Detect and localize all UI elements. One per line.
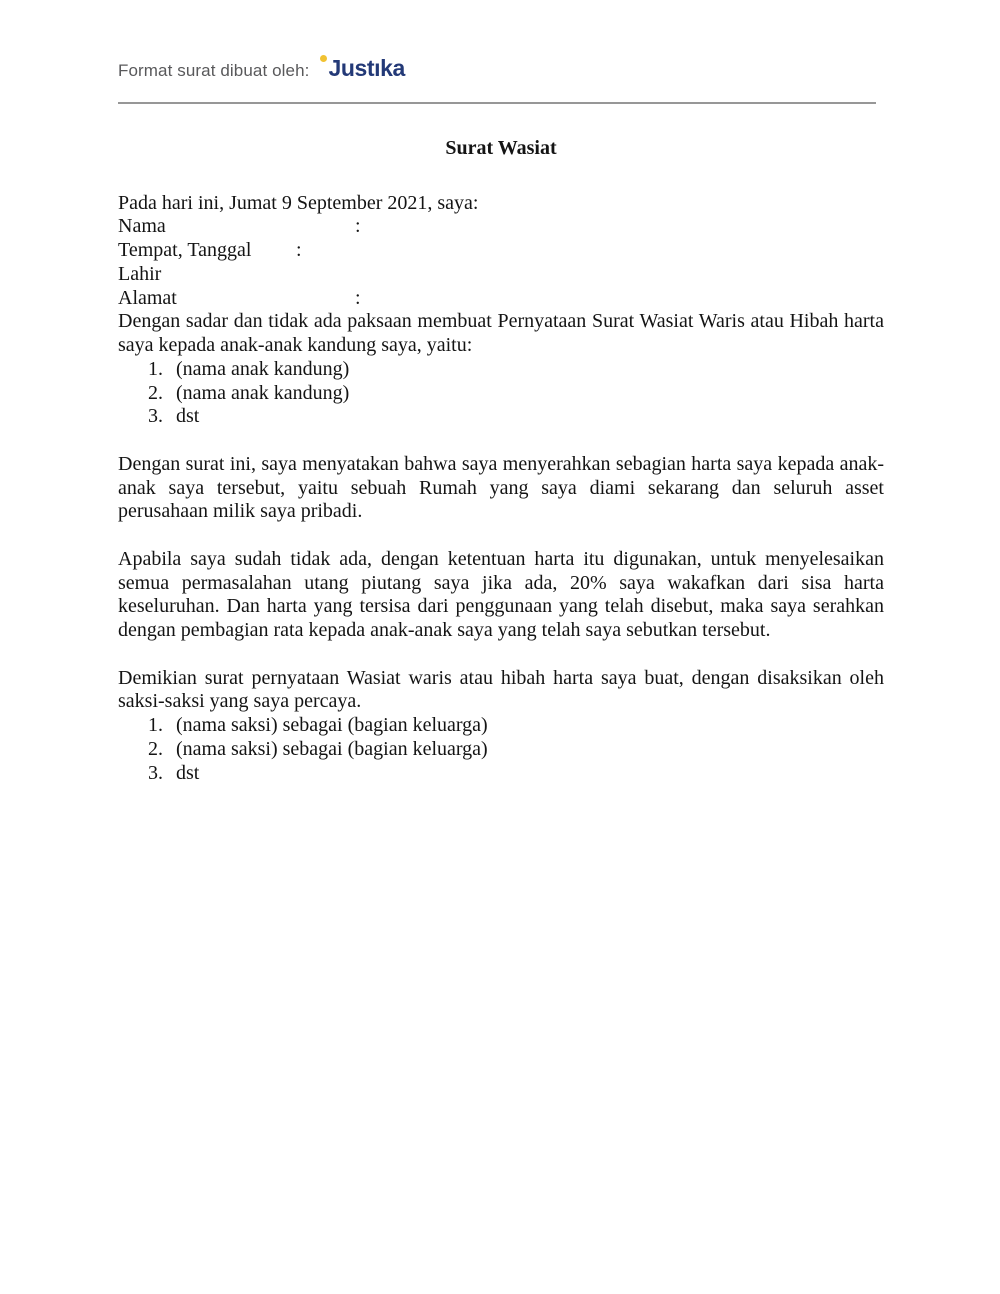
field-colon: : bbox=[355, 286, 361, 309]
list-item bbox=[118, 405, 884, 429]
logo-text: Justıka bbox=[328, 55, 405, 81]
header-divider bbox=[118, 102, 876, 104]
list-item bbox=[118, 382, 884, 406]
field-row-tempat-tanggal-lahir bbox=[118, 239, 884, 287]
list-item bbox=[118, 714, 884, 738]
list-item bbox=[118, 762, 884, 786]
list-number: 2. bbox=[148, 381, 163, 404]
field-label: Nama bbox=[118, 215, 166, 238]
beneficiaries-list bbox=[118, 358, 884, 429]
list-number: 1. bbox=[148, 714, 163, 736]
list-item bbox=[118, 738, 884, 762]
witnesses-list bbox=[118, 714, 884, 785]
document-title: Surat Wasiat bbox=[445, 136, 557, 159]
body-paragraph: Dengan surat ini, saya menyatakan bahwa saya menyerahkan sebagian harta saya kepada anak-anak saya tersebut, yaitu sebuah Rumah yang saya diami sekarang dan seluruh asset perusahaan milik saya pribadi. bbox=[118, 452, 884, 523]
list-text: (nama anak kandung) bbox=[176, 381, 350, 404]
list-text: dst bbox=[176, 761, 200, 784]
credit-text: Format surat dibuat oleh: bbox=[118, 61, 310, 80]
field-colon: : bbox=[296, 239, 302, 261]
list-number: 3. bbox=[148, 761, 163, 784]
list-text: (nama anak kandung) bbox=[176, 357, 350, 380]
header bbox=[118, 57, 884, 83]
statement-paragraph: Dengan sadar dan tidak ada paksaan membuat Pernyataan Surat Wasiat Waris atau Hibah harta saya kepada anak-anak kandung saya, yaitu: bbox=[118, 310, 884, 356]
list-number: 3. bbox=[148, 405, 163, 428]
field-colon: : bbox=[355, 215, 361, 238]
list-number: 1. bbox=[148, 357, 163, 380]
list-item bbox=[118, 358, 884, 382]
field-row-nama bbox=[118, 215, 884, 239]
list-text: (nama saksi) sebagai (bagian keluarga) bbox=[176, 737, 488, 760]
field-label: Tempat, Tanggal Lahir bbox=[118, 239, 252, 285]
field-label: Alamat bbox=[118, 286, 177, 309]
list-number: 2. bbox=[148, 737, 163, 760]
body-paragraph: Apabila saya sudah tidak ada, dengan ketentuan harta itu digunakan, untuk menyelesaikan semua permasalahan utang piutang saya jika ada, 20% saya wakafkan dari sisa harta keseluruhan. Dan harta yang tersisa dari penggunaan yang telah disebut, maka saya serahkan dengan pembagian rata kepada anak-anak saya yang telah saya sebutkan tersebut. bbox=[118, 547, 884, 641]
opening-line: Pada hari ini, Jumat 9 September 2021, saya: bbox=[118, 191, 479, 214]
closing-paragraph: Demikian surat pernyataan Wasiat waris atau hibah harta saya buat, dengan disaksikan oleh saksi-saksi yang saya percaya. bbox=[118, 666, 884, 713]
logo-dot-icon bbox=[320, 55, 327, 62]
field-row-alamat bbox=[118, 287, 884, 311]
justika-logo bbox=[320, 57, 404, 81]
list-text: (nama saksi) sebagai (bagian keluarga) bbox=[176, 714, 488, 736]
list-text: dst bbox=[176, 405, 200, 428]
